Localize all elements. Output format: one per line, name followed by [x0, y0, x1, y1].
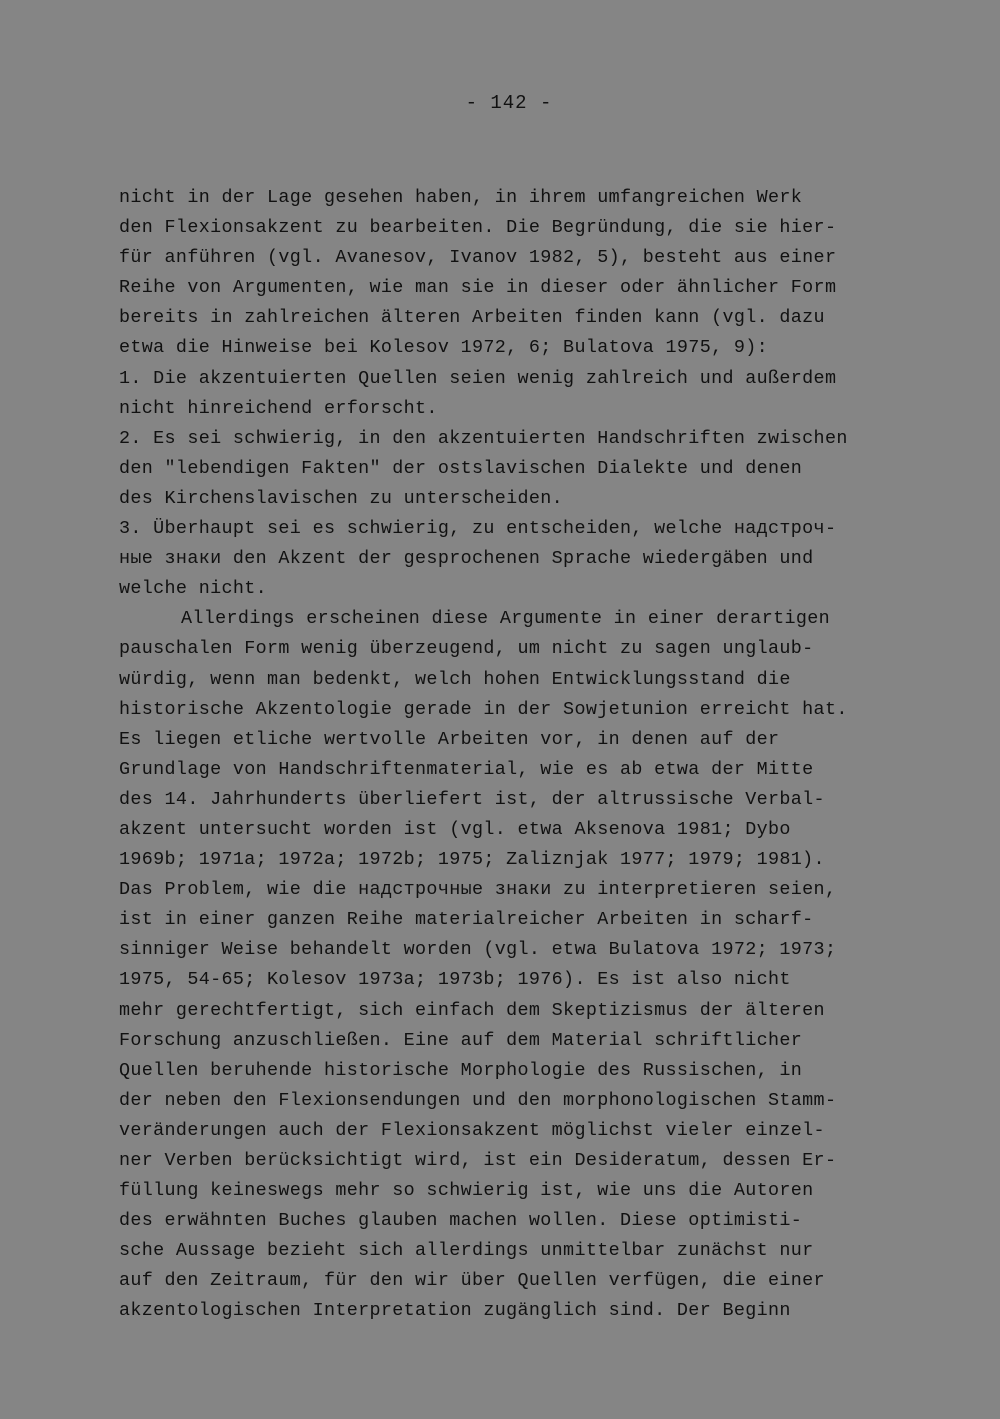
text-line: den Flexionsakzent zu bearbeiten. Die Begründung, die sie hier- [119, 217, 837, 239]
text-line: veränderungen auch der Flexionsakzent möglichst vieler einzel- [119, 1119, 825, 1141]
text-line: 3. Überhaupt sei es schwierig, zu entscheiden, welche надстроч- [119, 518, 837, 540]
text-line: Grundlage von Handschriftenmaterial, wie es ab etwa der Mitte [119, 758, 814, 780]
text-line: Es liegen etliche wertvolle Arbeiten vor, in denen auf der [119, 728, 780, 750]
text-line: Reihe von Argumenten, wie man sie in dieser oder ähnlicher Form [119, 277, 837, 299]
text-line: akzent untersucht worden ist (vgl. etwa Aksenova 1981; Dybo [119, 818, 791, 840]
page-number: - 142 - [465, 92, 553, 114]
text-line: würdig, wenn man bedenkt, welch hohen Entwicklungsstand die [119, 668, 791, 690]
text-line: sinniger Weise behandelt worden (vgl. etwa Bulatova 1972; 1973; [119, 939, 837, 961]
text-line: nicht in der Lage gesehen haben, in ihrem umfangreichen Werk [119, 187, 803, 208]
text-line: ist in einer ganzen Reihe materialreicher Arbeiten in scharf- [119, 909, 814, 931]
text-line: 2. Es sei schwierig, in den akzentuierten Handschriften zwischen [119, 427, 848, 449]
text-line: ные знаки den Akzent der gesprochenen Sprache wiedergäben und [119, 548, 814, 570]
text-line: 1. Die akzentuierten Quellen seien wenig zahlreich und außerdem [119, 367, 837, 389]
text-line: welche nicht. [119, 578, 268, 600]
text-line: der neben den Flexionsendungen und den morphonologischen Stamm- [119, 1089, 837, 1111]
text-line: 1969b; 1971a; 1972a; 1972b; 1975; Zaliznjak 1977; 1979; 1981). [119, 849, 825, 871]
text-line: den "lebendigen Fakten" der ostslavischen Dialekte und denen [119, 457, 803, 479]
text-line: etwa die Hinweise bei Kolesov 1972, 6; Bulatova 1975, 9): [119, 337, 769, 359]
text-line: pauschalen Form wenig überzeugend, um nicht zu sagen unglaub- [119, 638, 814, 660]
text-line: akzentologischen Interpretation zugänglich sind. Der Beginn [119, 1300, 791, 1322]
text-line: sche Aussage bezieht sich allerdings unmittelbar zunächst nur [119, 1240, 814, 1262]
text-line: füllung keineswegs mehr so schwierig ist, wie uns die Autoren [119, 1180, 814, 1202]
text-line: Forschung anzuschließen. Eine auf dem Material schriftlicher [119, 1029, 803, 1051]
body-text [119, 183, 899, 1327]
text-line: bereits in zahlreichen älteren Arbeiten finden kann (vgl. dazu [119, 307, 825, 329]
text-line: 1975, 54-65; Kolesov 1973a; 1973b; 1976). Es ist also nicht [119, 969, 791, 991]
text-line: nicht hinreichend erforscht. [119, 397, 438, 419]
text-line: des erwähnten Buches glauben machen wollen. Diese optimisti- [119, 1210, 803, 1232]
text-line: mehr gerechtfertigt, sich einfach dem Skeptizismus der älteren [119, 999, 825, 1021]
text-line: auf den Zeitraum, für den wir über Quellen verfügen, die einer [119, 1270, 825, 1292]
text-line: des Kirchenslavischen zu unterscheiden. [119, 487, 564, 509]
text-line: Das Problem, wie die надстрочные знаки zu interpretieren seien, [119, 879, 837, 901]
text-line: ner Verben berücksichtigt wird, ist ein Desideratum, dessen Er- [119, 1150, 837, 1171]
text-line: Quellen beruhende historische Morphologie des Russischen, in [119, 1059, 803, 1081]
text-line: des 14. Jahrhunderts überliefert ist, der altrussische Verbal- [119, 788, 825, 810]
text-line: Allerdings erscheinen diese Argumente in einer derartigen [181, 608, 831, 630]
text-line: für anführen (vgl. Avanesov, Ivanov 1982, 5), besteht aus einer [119, 247, 837, 269]
text-line: historische Akzentologie gerade in der Sowjetunion erreicht hat. [119, 698, 848, 720]
